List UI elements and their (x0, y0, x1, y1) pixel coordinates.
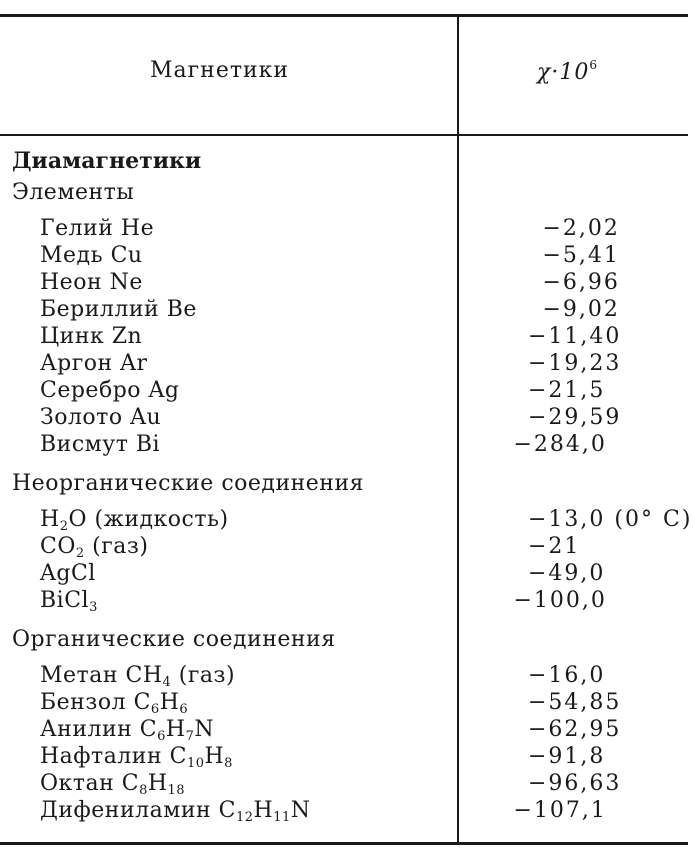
susceptibility-value: −11,40 (528, 324, 622, 349)
susceptibility-value: −19,23 (528, 351, 622, 376)
group-title: Неорганические соединения (12, 471, 364, 496)
substance-name: $H_2O$ (жидкость) (40, 507, 229, 534)
substance-name: Золото Au (40, 405, 162, 430)
susceptibility-value: −9,02 (542, 297, 620, 322)
substance-name: Серебро Ag (40, 378, 180, 403)
substance-name: Аргон Ar (40, 351, 148, 376)
substance-name: Неон Ne (40, 270, 143, 295)
group-title: Органические соединения (12, 627, 336, 652)
table-row (0, 507, 693, 534)
susceptibility-value: −91,8 (528, 744, 606, 769)
table-row (0, 561, 688, 587)
susceptibility-value: −100,0 (513, 588, 607, 613)
susceptibility-value: −16,0 (528, 663, 606, 688)
susceptibility-value: −107,1 (513, 798, 607, 823)
substance-name: Нафталин $C_{10}H_8$ (40, 744, 233, 771)
table-row (0, 432, 688, 458)
susceptibility-value: −5,41 (542, 243, 620, 268)
substance-name: Метан $CH_4$ (газ) (40, 663, 236, 690)
substance-name: Медь Cu (40, 243, 143, 268)
substance-name: AgCl (40, 561, 96, 586)
table-row (0, 378, 688, 404)
susceptibility-value: −284,0 (513, 432, 607, 457)
susceptibility-value: −96,63 (528, 771, 622, 796)
substance-name: Цинк Zn (40, 324, 143, 349)
table-row (0, 216, 688, 242)
susceptibility-value: −2,02 (542, 216, 620, 241)
substance-name: Гелий He (40, 216, 155, 241)
header-susceptibility-exponent: 6 (589, 58, 598, 72)
substance-name: BiCl$_3$ (40, 588, 98, 615)
susceptibility-value: −62,95 (528, 717, 622, 742)
table-row (0, 270, 688, 296)
susceptibility-value: −49,0 (528, 561, 606, 586)
group-title: Элементы (12, 180, 135, 205)
substance-name: Октан $C_8H_{18}$ (40, 771, 186, 798)
substance-name: $CO_2$ (газ) (40, 534, 149, 561)
table-row (0, 405, 688, 431)
susceptibility-value: −21 (528, 534, 581, 559)
table-row (0, 717, 688, 743)
substance-name: Висмут Bi (40, 432, 161, 457)
table-row (0, 588, 688, 614)
table-row (0, 663, 688, 689)
susceptibility-value: −54,85 (528, 690, 622, 715)
substance-name: Бензол $C_6H_6$ (40, 690, 189, 717)
substance-name: Бериллий Be (40, 297, 197, 322)
table-row (0, 351, 688, 377)
table-row (0, 243, 688, 269)
header-magnetics: Магнетики (150, 58, 290, 83)
substance-name: Дифениламин $C_{12}H_{11}N$ (40, 798, 311, 825)
substance-name: Анилин $C_6H_7N$ (40, 717, 215, 744)
susceptibility-value: −13,0 (0° C) (528, 507, 693, 532)
susceptibility-value: −6,96 (542, 270, 620, 295)
section-title: Диамагнетики (12, 148, 202, 174)
table-row (0, 534, 688, 560)
table-bottom-rule (0, 842, 688, 845)
header-susceptibility-label: χ·10 (537, 60, 590, 85)
susceptibility-value: −29,59 (528, 405, 622, 430)
table-row (0, 798, 688, 824)
table-row (0, 324, 688, 350)
table-header-rule (0, 134, 688, 136)
table-row (0, 297, 688, 323)
table-row (0, 744, 688, 770)
table-top-rule (0, 14, 688, 17)
table-row (0, 690, 688, 716)
susceptibility-value: −21,5 (528, 378, 606, 403)
header-susceptibility (537, 58, 598, 85)
table-row (0, 771, 688, 797)
